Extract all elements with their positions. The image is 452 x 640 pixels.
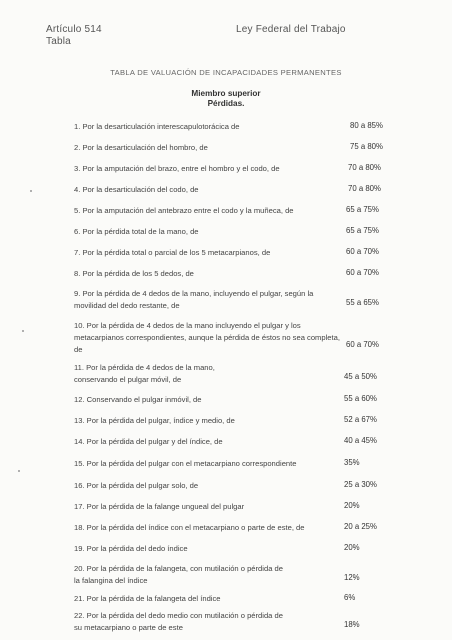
value-17: 20% — [344, 501, 360, 510]
list-item-14: 14. Por la pérdida del pulgar y del índice, de — [74, 437, 223, 446]
list-item-9: 9. Por la pérdida de 4 dedos de la mano, incluyendo el pulgar, según la movilidad del dedo restante, de — [74, 289, 314, 310]
value-20: 12% — [344, 573, 360, 582]
list-item-8: 8. Por la pérdida de los 5 dedos, de — [74, 269, 194, 278]
list-item-1: 1. Por la desarticulación interescapulotorácica de — [74, 122, 240, 131]
value-14: 40 a 45% — [344, 436, 377, 445]
scan-speck — [18, 470, 20, 472]
table-label: Tabla — [46, 36, 71, 47]
list-item-7: 7. Por la pérdida total o parcial de los 5 metacarpianos, de — [74, 248, 271, 257]
list-item-16: 16. Por la pérdida del pulgar solo, de — [74, 481, 199, 490]
article-number: Artículo 514 — [46, 24, 102, 35]
list-item-4: 4. Por la desarticulación del codo, de — [74, 185, 199, 194]
value-12: 55 a 60% — [344, 394, 377, 403]
list-item-17: 17. Por la pérdida de la falange ungueal del pulgar — [74, 502, 245, 511]
value-1: 80 a 85% — [350, 121, 383, 130]
value-10: 60 a 70% — [346, 340, 379, 349]
subsection-heading: Pérdidas. — [207, 99, 245, 108]
list-item-15: 15. Por la pérdida del pulgar con el metacarpiano correspondiente — [74, 459, 297, 468]
value-8: 60 a 70% — [346, 268, 379, 277]
scan-speck — [30, 190, 32, 192]
value-5: 65 a 75% — [346, 205, 379, 214]
value-15: 35% — [344, 458, 360, 467]
value-22: 18% — [344, 620, 360, 629]
list-item-21: 21. Por la pérdida de la falangeta del índice — [74, 594, 221, 603]
scan-speck — [22, 330, 24, 332]
value-18: 20 a 25% — [344, 522, 377, 531]
value-2: 75 a 80% — [350, 142, 383, 151]
list-item-6: 6. Por la pérdida total de la mano, de — [74, 227, 199, 236]
list-item-19: 19. Por la pérdida del dedo índice — [74, 544, 188, 553]
list-item-13: 13. Por la pérdida del pulgar, índice y medio, de — [74, 416, 235, 425]
value-19: 20% — [344, 543, 360, 552]
list-item-20: 20. Por la pérdida de la falangeta, con mutilación o pérdida de la falangina del índice — [74, 564, 283, 585]
value-13: 52 a 67% — [344, 415, 377, 424]
value-9: 55 a 65% — [346, 298, 379, 307]
list-item-11: 11. Por la pérdida de 4 dedos de la mano, conservando el pulgar móvil, de — [74, 363, 215, 384]
value-21: 6% — [344, 593, 356, 602]
section-heading: Miembro superior — [191, 89, 261, 98]
list-item-3: 3. Por la amputación del brazo, entre el hombro y el codo, de — [74, 164, 280, 173]
list-item-12: 12. Conservando el pulgar inmóvil, de — [74, 395, 202, 404]
value-7: 60 a 70% — [346, 247, 379, 256]
value-4: 70 a 80% — [348, 184, 381, 193]
list-item-5: 5. Por la amputación del antebrazo entre el codo y la muñeca, de — [74, 206, 294, 215]
list-item-18: 18. Por la pérdida del índice con el metacarpiano o parte de este, de — [74, 523, 305, 532]
value-3: 70 a 80% — [348, 163, 381, 172]
list-item-2: 2. Por la desarticulación del hombro, de — [74, 143, 208, 152]
value-11: 45 a 50% — [344, 372, 377, 381]
list-item-22: 22. Por la pérdida del dedo medio con mutilación o pérdida de su metacarpiano o parte de este — [74, 611, 283, 632]
value-6: 65 a 75% — [346, 226, 379, 235]
table-title: TABLA DE VALUACIÓN DE INCAPACIDADES PERMANENTES — [110, 68, 342, 77]
list-item-10: 10. Por la pérdida de 4 dedos de la mano incluyendo el pulgar y los metacarpianos correspondientes, aunque la pérdida de éstos no sea completa, de — [74, 321, 340, 354]
law-name: Ley Federal del Trabajo — [236, 24, 346, 35]
value-16: 25 a 30% — [344, 480, 377, 489]
